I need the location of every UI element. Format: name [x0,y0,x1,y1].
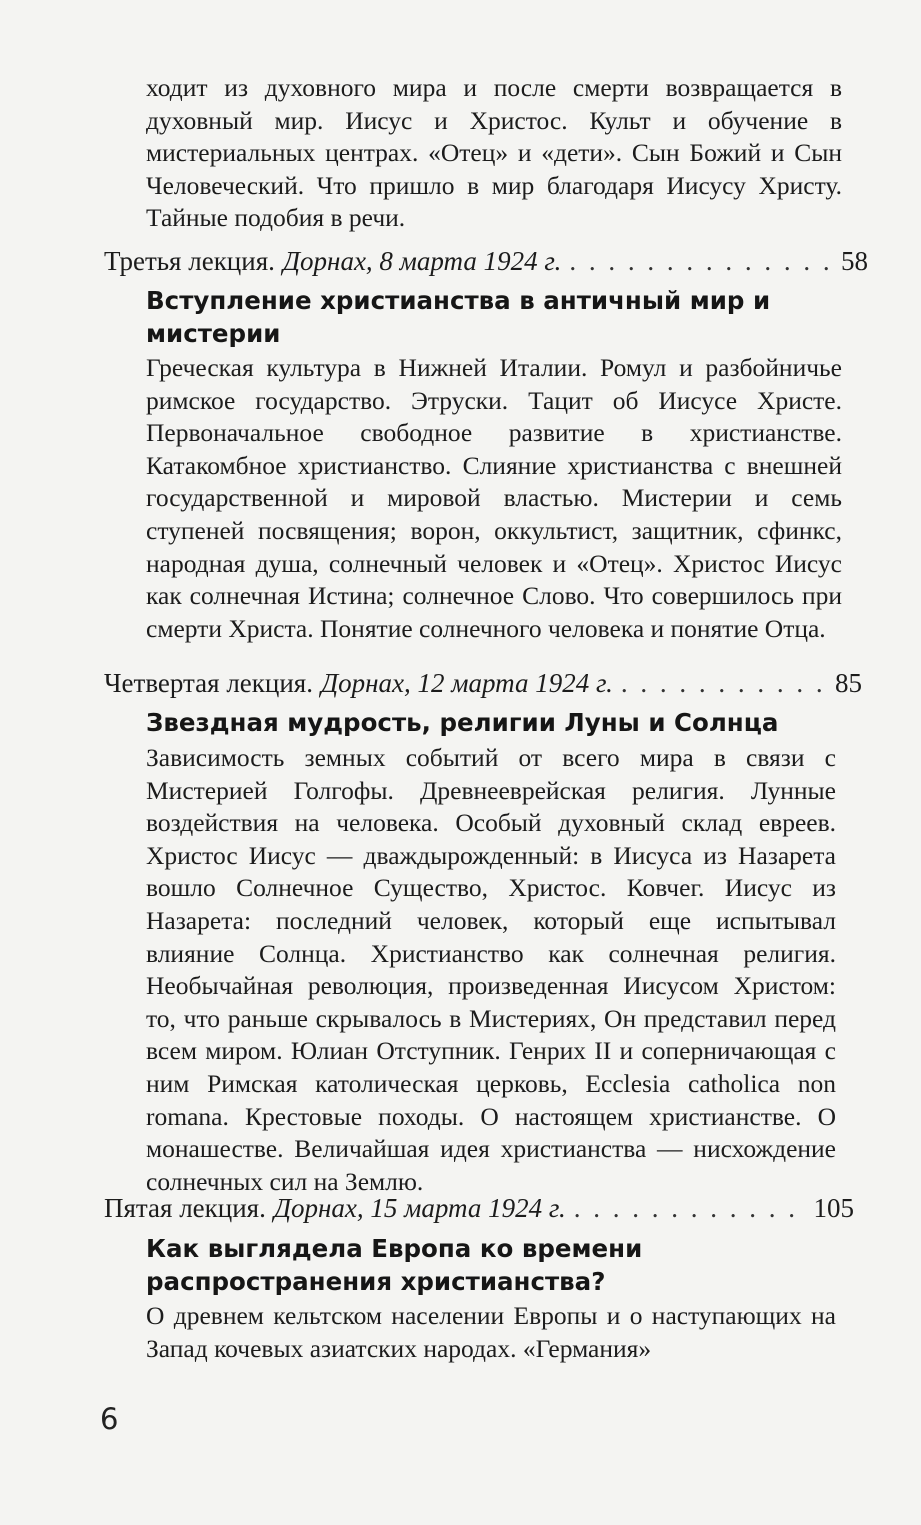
toc-entry-lecture-4 [104,666,862,700]
dot-leader [569,244,831,278]
lecture-place-date: Дорнах, 15 марта 1924 г. [273,1193,566,1223]
dot-leader [621,666,825,700]
page-folio-number: 6 [100,1402,119,1436]
toc-entry-lecture-3 [104,244,868,278]
lecture-summary: Греческая культура в Нижней Италии. Ромул и разбойничье римское государство. Этруски. Тацит об Иисусе Христе. Первоначальное свободное развитие в христианстве. Катакомбное христианство. Слияние христианства с внешней государственной и мировой властью. Мистерии и семь ступеней посвящения; ворон, оккультист, защитник, сфинкс, народная душа, солнечный человек и «Отец». Христос Иисус как солнечная Истина; солнечное Слово. Что совершилось при смерти Христа. Понятие солнечного человека и понятие Отца. [146,353,842,643]
lecture-title: Четвертая лекция. [104,668,313,698]
lecture-title: Третья лекция. [104,246,275,276]
dot-leader [574,1191,804,1225]
lecture-heading: Как выглядела Европа ко времени распространения христианства? [146,1234,643,1296]
intro-summary: ходит из духовного мира и после смерти возвращается в духовный мир. Иисус и Христос. Культ и обучение в мистериальных центрах. «Отец» и «дети». Сын Божий и Сын Человеческий. Что пришло в мир благодаря Иисусу Христу. Тайные подобия в речи. [146,73,842,233]
lecture-heading: Вступление христианства в античный мир и мистерии [146,286,771,348]
lecture-heading: Звездная мудрость, религии Луны и Солнца [146,708,779,737]
lecture-place-date: Дорнах, 8 марта 1924 г. [282,246,562,276]
toc-entry-lecture-5 [104,1191,854,1225]
lecture-title: Пятая лекция. [104,1193,266,1223]
page-number: 105 [813,1193,854,1223]
lecture-summary: Зависимость земных событий от всего мира в связи с Мистерией Голгофы. Древнееврейская религия. Лунные воздействия на человека. Особый духовный склад евреев. Христос Иисус — дваждырожденный: в Иисуса из Назарета вошло Солнечное Существо, Христос. Ковчег. Иисус из Назарета: последний человек, который еще испытывал влияние Солнца. Христианство как солнечная религия. Необычайная революция, произведенная Иисусом Христом: то, что раньше скрывалось в Мистериях, Он представил перед всем миром. Юлиан Отступник. Генрих II и соперничающая с ним Римская католическая церковь, Ecclesia catholica non romana. Крестовые походы. О настоящем христианстве. О монашестве. Величайшая идея христианства — нисхождение солнечных сил на Землю. [146,743,836,1196]
page-number: 58 [841,246,868,276]
lecture-place-date: Дорнах, 12 марта 1924 г. [320,668,613,698]
page-number: 85 [835,668,862,698]
lecture-summary: О древнем кельтском населении Европы и о наступающих на Запад кочевых азиатских народах. «Германия» [146,1301,836,1363]
